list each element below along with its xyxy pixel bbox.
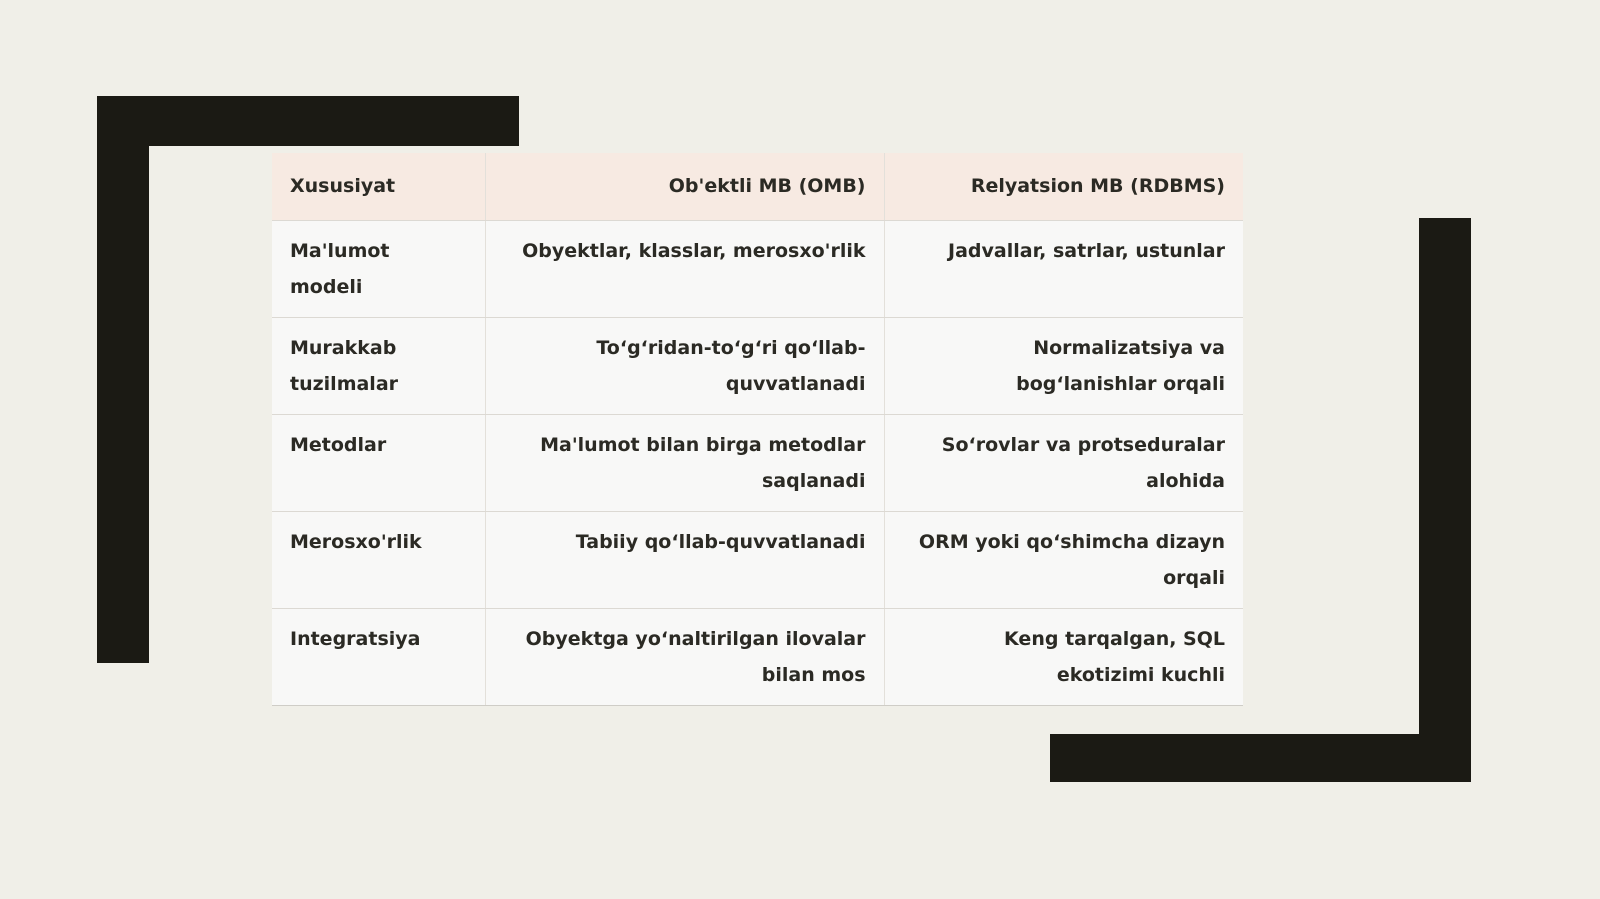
comparison-table (272, 153, 1243, 706)
row-rdbms-cell: ORM yoki qo‘shimcha dizayn orqali (884, 512, 1243, 609)
row-rdbms-cell: Jadvallar, satrlar, ustunlar (884, 221, 1243, 318)
row-omb-cell: Ma'lumot bilan birga metodlar saqlanadi (485, 415, 884, 512)
row-omb-cell: Obyektlar, klasslar, merosxo'rlik (485, 221, 884, 318)
table-row (272, 221, 1243, 318)
comparison-table-container (272, 153, 1243, 706)
decor-bar-top-left-vertical (97, 96, 149, 663)
table-header-row (272, 153, 1243, 221)
row-rdbms-cell: So‘rovlar va protseduralar alohida (884, 415, 1243, 512)
row-omb-cell: To‘g‘ridan-to‘g‘ri qo‘llab-quvvatlanadi (485, 318, 884, 415)
row-feature-cell: Merosxo'rlik (272, 512, 485, 609)
table-row (272, 512, 1243, 609)
table-row (272, 415, 1243, 512)
row-feature-cell: Murakkab tuzilmalar (272, 318, 485, 415)
row-omb-cell: Obyektga yo‘naltirilgan ilovalar bilan mos (485, 609, 884, 706)
table-row (272, 609, 1243, 706)
row-feature-cell: Integratsiya (272, 609, 485, 706)
decor-bar-top-left-horizontal (97, 96, 519, 146)
row-rdbms-cell: Keng tarqalgan, SQL ekotizimi kuchli (884, 609, 1243, 706)
header-rdbms: Relyatsion MB (RDBMS) (884, 153, 1243, 221)
decor-bar-bottom-right-vertical (1419, 218, 1471, 782)
row-feature-cell: Metodlar (272, 415, 485, 512)
row-rdbms-cell: Normalizatsiya va bog‘lanishlar orqali (884, 318, 1243, 415)
header-feature: Xususiyat (272, 153, 485, 221)
row-feature-cell: Ma'lumot modeli (272, 221, 485, 318)
table-row (272, 318, 1243, 415)
row-omb-cell: Tabiiy qo‘llab-quvvatlanadi (485, 512, 884, 609)
decor-bar-bottom-right-horizontal (1050, 734, 1471, 782)
header-omb: Ob'ektli MB (OMB) (485, 153, 884, 221)
